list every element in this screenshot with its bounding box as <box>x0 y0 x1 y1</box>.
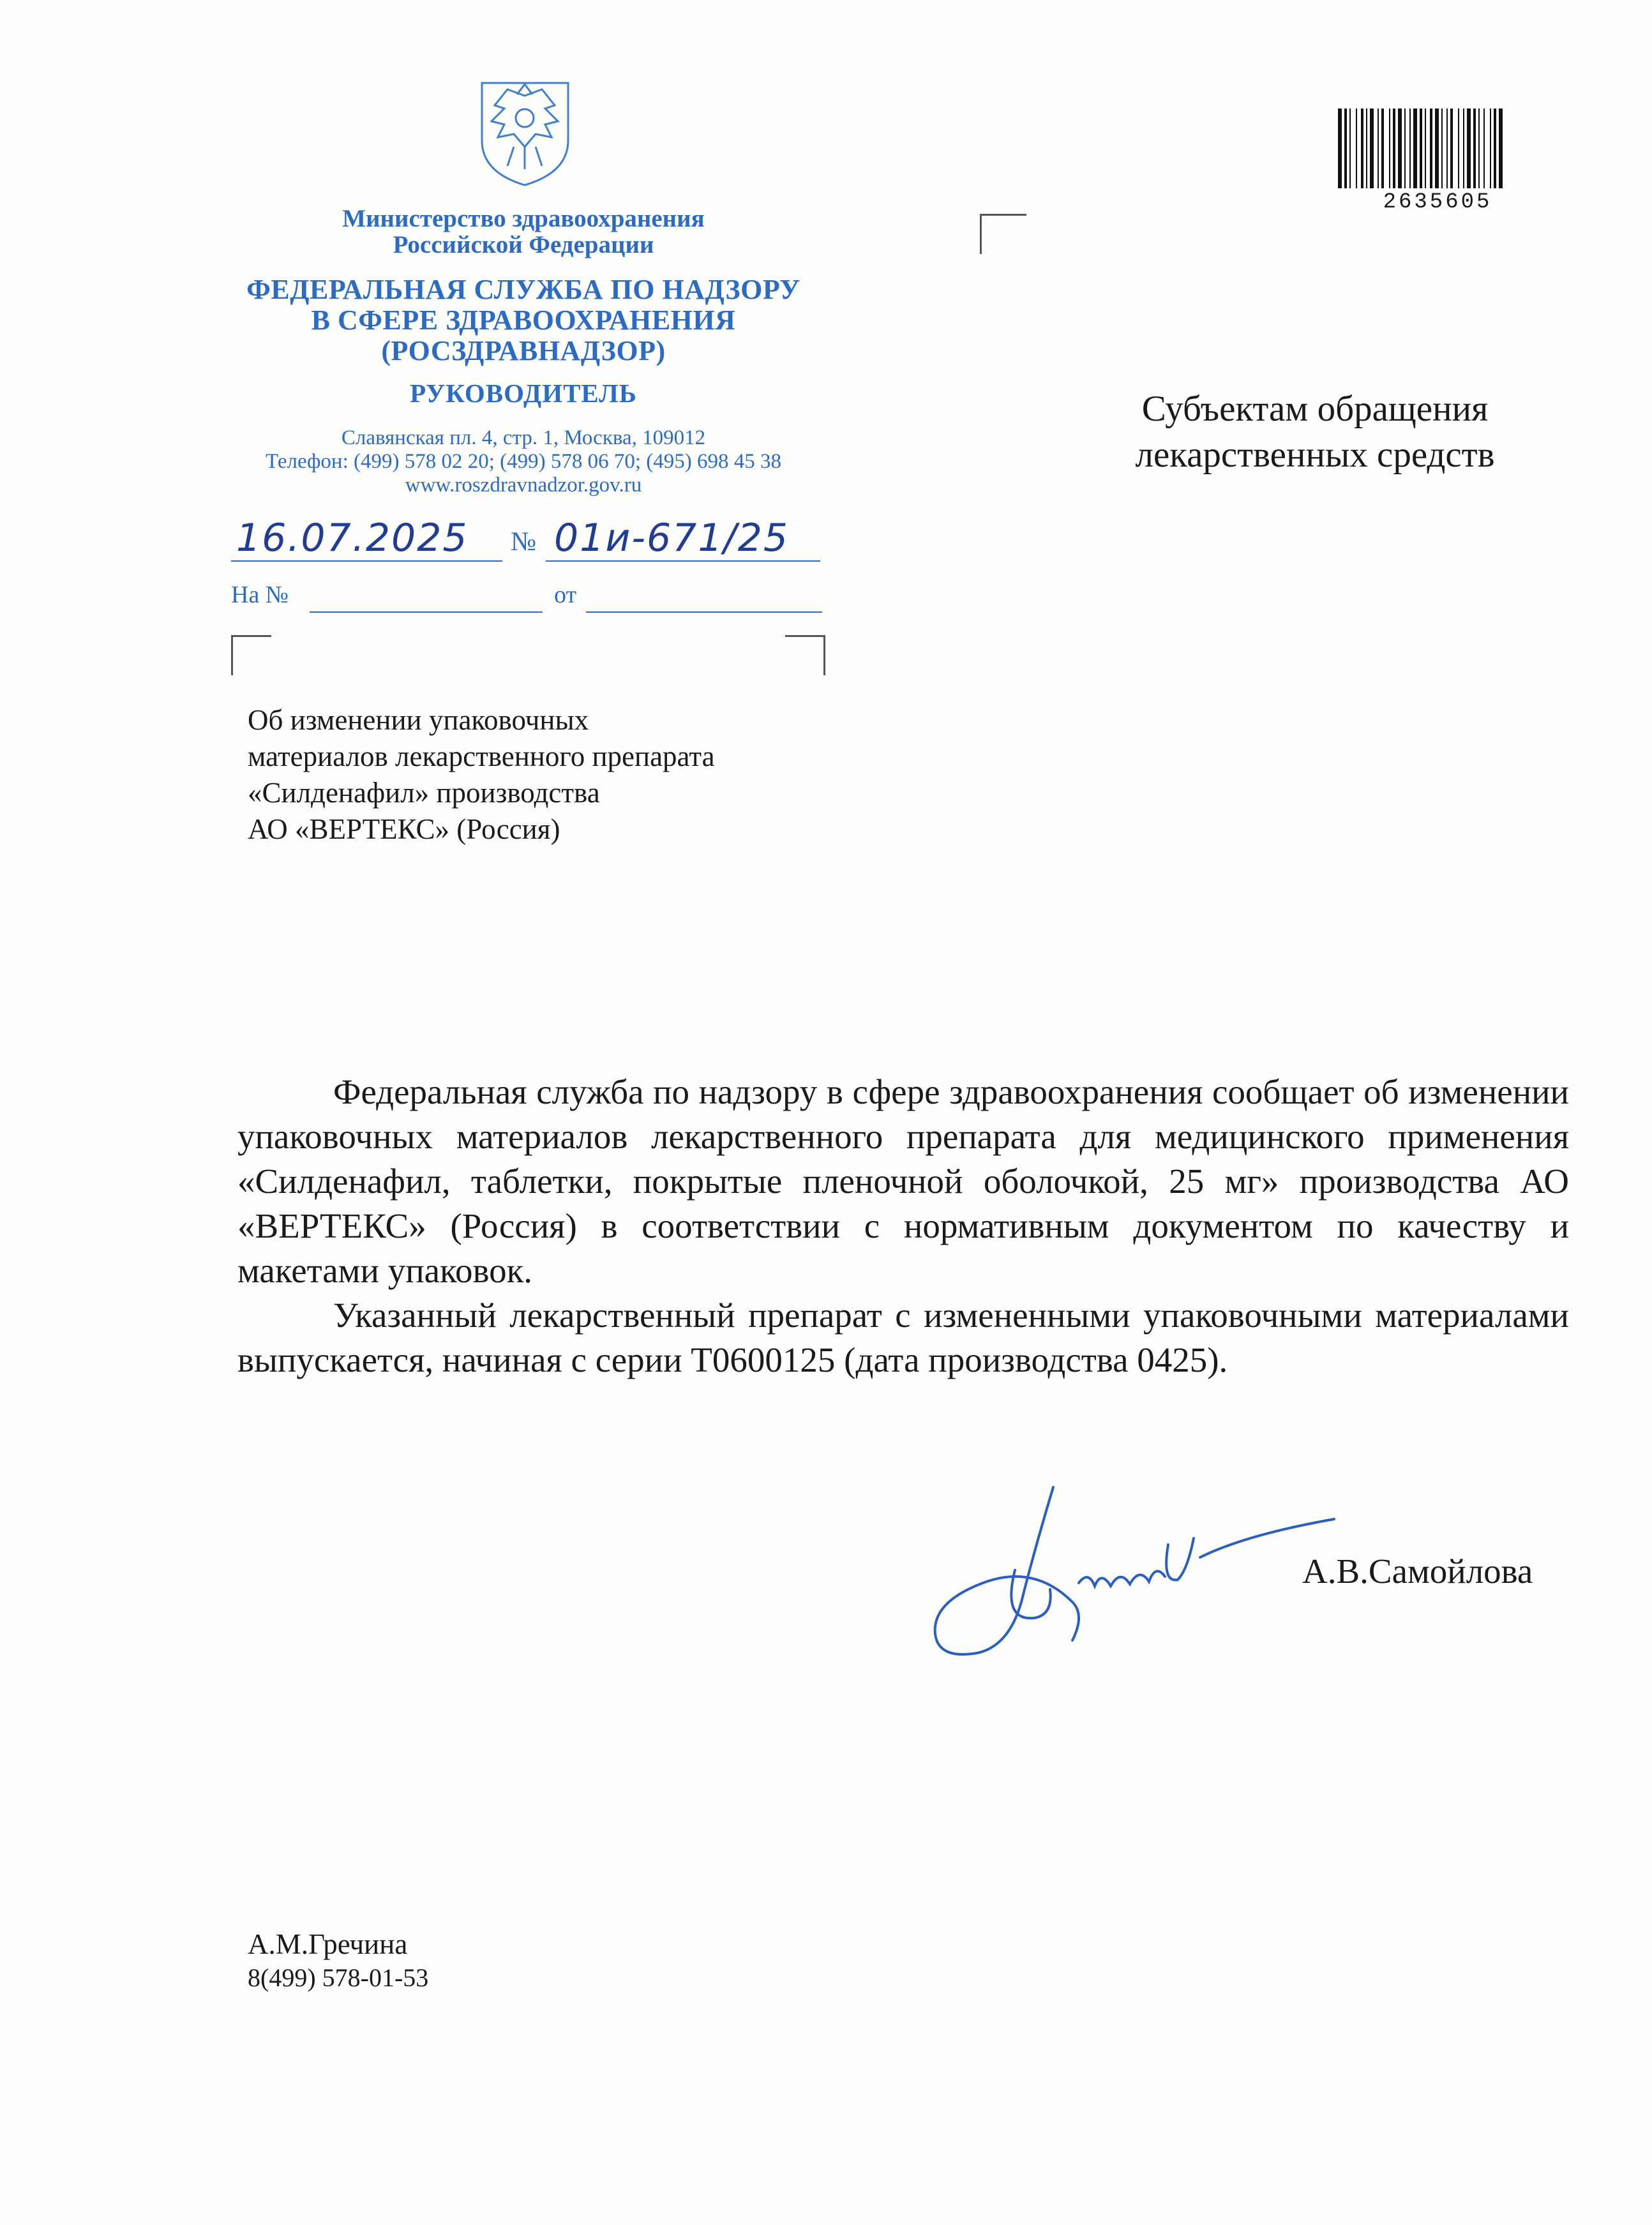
service-name <box>211 274 836 366</box>
barcode-number: 2635605 <box>1383 190 1492 214</box>
number-underline <box>546 560 820 562</box>
subject-line-2: материалов лекарственного препарата <box>248 740 715 772</box>
barcode-bar <box>1458 109 1459 188</box>
barcode-bar <box>1435 109 1439 188</box>
barcode-bar <box>1478 109 1480 188</box>
barcode-bar <box>1490 109 1491 188</box>
barcode-bar <box>1381 109 1384 188</box>
registration-date: 16.07.2025 <box>236 516 469 560</box>
barcode-bar <box>1425 109 1426 188</box>
phones: Телефон: (499) 578 02 20; (499) 578 06 70; (495) 698 45 38 <box>265 450 782 473</box>
reference-label: На № <box>231 581 289 608</box>
service-line-1: ФЕДЕРАЛЬНАЯ СЛУЖБА ПО НАДЗОРУ <box>246 274 800 305</box>
coat-of-arms-icon <box>469 70 581 188</box>
letter-body <box>237 1070 1569 1382</box>
corner-mark-left <box>231 635 271 675</box>
barcode-bar <box>1404 109 1406 188</box>
addressee <box>1111 386 1519 478</box>
address: Славянская пл. 4, стр. 1, Москва, 109012 <box>341 426 706 449</box>
reference-from-underline <box>586 611 822 613</box>
ministry-name <box>230 206 817 258</box>
ministry-line-1: Министерство здравоохранения <box>342 205 705 232</box>
barcode-bar <box>1344 109 1347 188</box>
barcode-bar <box>1441 109 1443 188</box>
addressee-line-1: Субъектам обращения <box>1141 389 1489 429</box>
barcode-bar <box>1349 109 1351 188</box>
reference-from-label: от <box>554 581 577 608</box>
barcode-icon <box>1335 109 1540 191</box>
reference-underline <box>310 611 543 613</box>
contact-block <box>211 426 836 497</box>
registration-number: 01и-671/25 <box>554 516 790 560</box>
signer-name: А.В.Самойлова <box>1302 1552 1533 1591</box>
barcode-bar <box>1378 109 1379 188</box>
barcode-bar <box>1361 109 1363 188</box>
barcode-bar <box>1389 109 1390 188</box>
subject-line-3: «Силденафил» производства <box>248 777 600 809</box>
barcode-bar <box>1370 109 1374 188</box>
number-label: № <box>511 527 537 557</box>
corner-mark-right <box>785 635 825 675</box>
barcode-bar <box>1413 109 1417 188</box>
barcode-bar <box>1499 109 1503 188</box>
barcode-bar <box>1430 109 1432 188</box>
body-paragraph-1: Федеральная служба по надзору в сфере здравоохранения сообщает об изменении упаковочных материалов лекарственного препарата для медицинского применения «Силденафил, таблетки, покрытые пленочной оболочкой, 25 мг» производства АО «ВЕРТЕКС» (Россия) в соответствии с нормативным документом по качеству и макетами упаковок. <box>237 1072 1569 1290</box>
ministry-line-2: Российской Федерации <box>393 231 654 258</box>
date-underline <box>231 560 502 562</box>
barcode-bar <box>1366 109 1367 188</box>
subject-line-4: АО «ВЕРТЕКС» (Россия) <box>248 813 560 845</box>
position-title: РУКОВОДИТЕЛЬ <box>410 378 637 408</box>
barcode-bar <box>1338 109 1342 188</box>
handwritten-signature <box>926 1474 1360 1685</box>
barcode-bar <box>1398 109 1402 188</box>
corner-mark-top <box>980 214 1026 254</box>
website: www.roszdravnadzor.gov.ru <box>405 474 642 497</box>
barcode-bar <box>1483 109 1485 188</box>
subject-line-1: Об изменении упаковочных <box>248 704 589 736</box>
executor-name: А.М.Гречина <box>248 1928 408 1960</box>
barcode-bar <box>1450 109 1453 188</box>
addressee-line-2: лекарственных средств <box>1135 435 1495 475</box>
service-line-3: (РОСЗДРАВНАДЗОР) <box>381 335 666 366</box>
barcode-bar <box>1446 109 1448 188</box>
barcode-bar <box>1467 109 1471 188</box>
barcode-bar <box>1420 109 1422 188</box>
body-paragraph-2: Указанный лекарственный препарат с измененными упаковочными материалами выпускается, начиная с серии T0600125 (дата производства 0425). <box>237 1296 1569 1379</box>
service-line-2: В СФЕРЕ ЗДРАВООХРАНЕНИЯ <box>311 304 736 336</box>
letter-subject <box>248 702 873 848</box>
executor-phone: 8(499) 578-01-53 <box>248 1963 429 1992</box>
barcode-bar <box>1494 109 1496 188</box>
barcode-bar <box>1409 109 1411 188</box>
barcode-bar <box>1473 109 1476 188</box>
barcode-bar <box>1463 109 1464 188</box>
barcode-bar <box>1356 109 1357 188</box>
barcode-bar <box>1393 109 1395 188</box>
